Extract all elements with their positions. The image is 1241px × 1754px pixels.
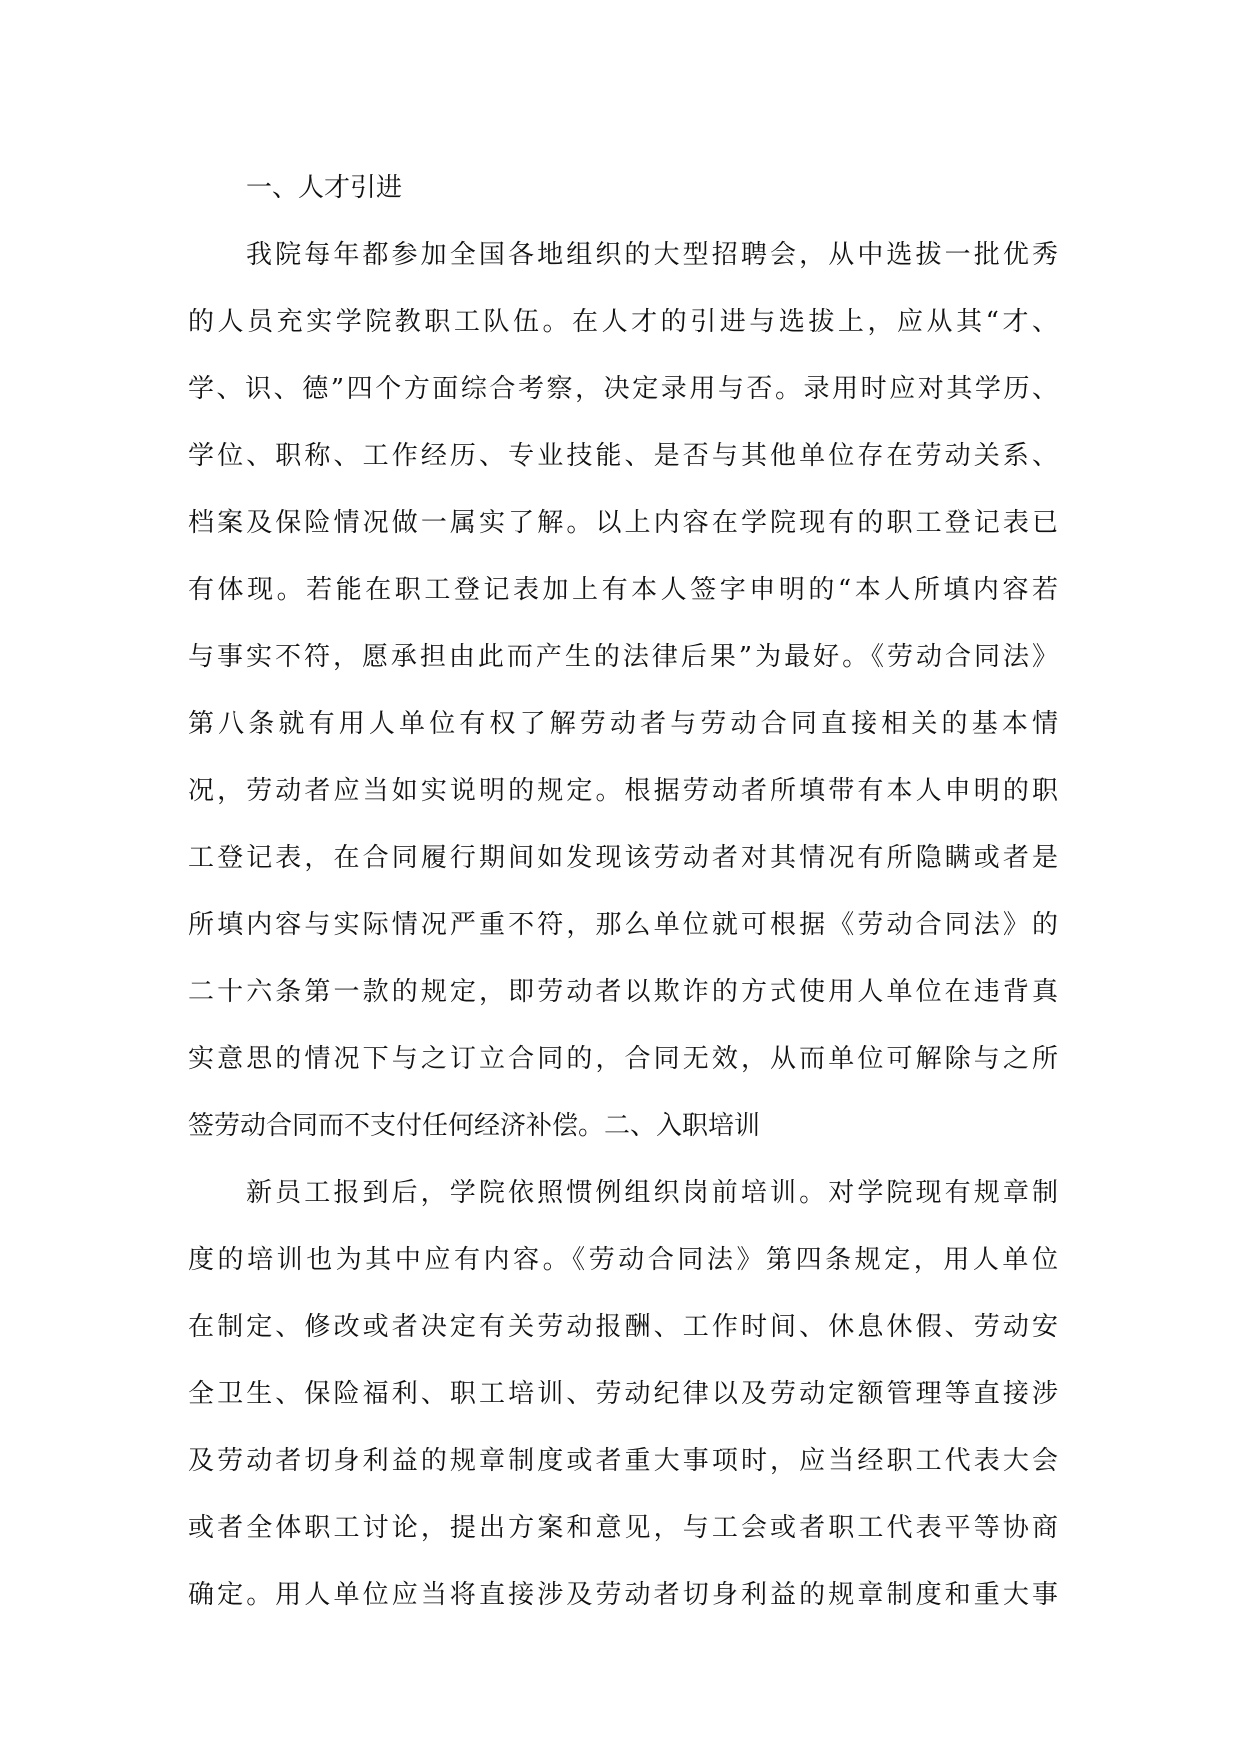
- paragraph-line: 二十六条第一款的规定，即劳动者以欺诈的方式使用人单位在违背真: [188, 977, 1058, 1007]
- paragraph-line: 况，劳动者应当如实说明的规定。根据劳动者所填带有本人申明的职: [188, 776, 1058, 806]
- paragraph-line: 学位、职称、工作经历、专业技能、是否与其他单位存在劳动关系、: [188, 441, 1058, 471]
- paragraph-line: 第八条就有用人单位有权了解劳动者与劳动合同直接相关的基本情: [188, 709, 1058, 739]
- paragraph-line: 在制定、修改或者决定有关劳动报酬、工作时间、休息休假、劳动安: [188, 1312, 1058, 1342]
- paragraph-line: 新员工报到后，学院依照惯例组织岗前培训。对学院现有规章制: [246, 1178, 1058, 1208]
- paragraph-line: 所填内容与实际情况严重不符，那么单位就可根据《劳动合同法》的: [188, 910, 1058, 940]
- paragraph-line: 实意思的情况下与之订立合同的，合同无效，从而单位可解除与之所: [188, 1044, 1058, 1074]
- paragraph-line: 全卫生、保险福利、职工培训、劳动纪律以及劳动定额管理等直接涉: [188, 1379, 1058, 1409]
- paragraph-line: 学、识、德”四个方面综合考察，决定录用与否。录用时应对其学历、: [188, 374, 1058, 404]
- paragraph-line: 或者全体职工讨论，提出方案和意见，与工会或者职工代表平等协商: [188, 1513, 1058, 1543]
- section-heading-talent: 一、人才引进: [246, 173, 403, 203]
- paragraph-line: 工登记表，在合同履行期间如发现该劳动者对其情况有所隐瞒或者是: [188, 843, 1058, 873]
- paragraph-line: 我院每年都参加全国各地组织的大型招聘会，从中选拔一批优秀: [246, 240, 1058, 270]
- paragraph-line: 档案及保险情况做一属实了解。以上内容在学院现有的职工登记表已: [188, 508, 1058, 538]
- paragraph-line: 度的培训也为其中应有内容。《劳动合同法》第四条规定，用人单位: [188, 1245, 1058, 1275]
- paragraph-line-with-section-heading-training: 签劳动合同而不支付任何经济补偿。二、入职培训: [188, 1111, 761, 1141]
- paragraph-line: 的人员充实学院教职工队伍。在人才的引进与选拔上，应从其“才、: [188, 307, 1058, 337]
- paragraph-line: 有体现。若能在职工登记表加上有本人签字申明的“本人所填内容若: [188, 575, 1058, 605]
- document-body: [188, 155, 1058, 1629]
- paragraph-line: 与事实不符，愿承担由此而产生的法律后果”为最好。《劳动合同法》: [188, 642, 1058, 672]
- paragraph-line: 确定。用人单位应当将直接涉及劳动者切身利益的规章制度和重大事: [188, 1580, 1058, 1610]
- paragraph-line: 及劳动者切身利益的规章制度或者重大事项时，应当经职工代表大会: [188, 1446, 1058, 1476]
